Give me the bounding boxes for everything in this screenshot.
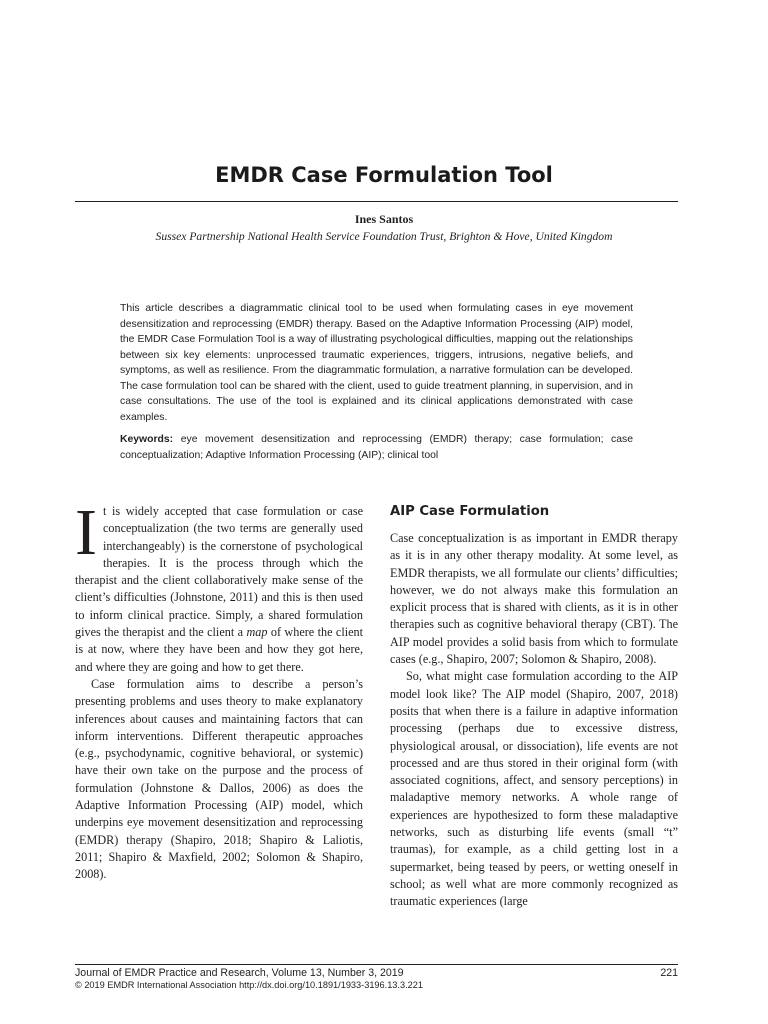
author-affiliation: Sussex Partnership National Health Service Foundation Trust, Brighton & Hove, United Kingdom (155, 230, 613, 243)
aip-paragraph-1: Case conceptualization is as important in EMDR therapy as it is in any other therapy modality. At some level, as EMDR therapists, we all formulate our clients’ difficulties; however, we do not always make this formulation an explicit process that is shared with clients, as it is in other therapies such as cognitive behavioral therapy (CBT). The AIP model provides a solid basis from which to formulate cases (e.g., Shapiro, 2007; Solomon & Shapiro, 2008). (390, 531, 678, 667)
section-heading: AIP Case Formulation (390, 504, 550, 519)
keywords-label: Keywords: (120, 434, 174, 445)
keywords (120, 432, 633, 463)
body-left-column (75, 496, 363, 884)
footer-journal: Journal of EMDR Practice and Research, Volume 13, Number 3, 2019 (75, 967, 404, 979)
body-right-column (390, 530, 678, 911)
case-formulation-paragraph: Case formulation aims to describe a person’s presenting problems and uses theory to make explanatory inferences about causes and maintaining factors that can inform interventions. Different therapeutic approaches (e.g., psychodynamic, cognitive behavioral, or systemic) have their own take on the purpose and the process of formulation (Johnstone & Dallos, 2006) as does the Adaptive Information Processing (AIP) model, which underpins eye movement desensitization and reprocessing (EMDR) therapy (Shapiro, 2018; Shapiro & Laliotis, 2011; Shapiro & Maxfield, 2002; Solomon & Shapiro, 2008). (75, 676, 363, 882)
footer-copyright: © 2019 EMDR International Association http://dx.doi.org/10.1891/1933-3196.13.3.221 (75, 980, 423, 990)
intro-emphasis: map (246, 625, 268, 640)
intro-text-b: of where the client is at now, where they have been and how they got here, and where they are going and how to get there. (75, 625, 363, 674)
aip-paragraph-2: So, what might case formulation according to the AIP model look like? The AIP model (Shapiro, 2007, 2018) posits that when there is a failure in adaptive information processing (perhaps due to excessive distress, physiological arousal, or dissociation), life events are not processed and are thus stored in their original form (with associated cognitions, affect, and sensory perceptions) in maladaptive memory networks. A whole range of experiences are hypothesized to form these maladaptive networks, such as disturbing life events (small “t” traumas), for example, as a child getting lost in a supermarket, being teased by peers, or wetting oneself in school; as well what are more commonly recognized as traumatic experiences (large (390, 669, 678, 909)
abstract: This article describes a diagrammatic clinical tool to be used when formulating cases in eye movement desensitization and reprocessing (EMDR) therapy. Based on the Adaptive Information Processing (AIP) model, the EMDR Case Formulation Tool is a way of illustrating psychological difficulties, mapping out the relationships between six key elements: unprocessed traumatic experiences, triggers, intrusions, negative beliefs, and symptoms, as well as resilience. From the diagrammatic formulation, a narrative formulation can be developed. The case formulation tool can be shared with the client, used to guide treatment planning, in supervision, and in case consultations. The use of the tool is explained and its clinical applications demonstrated with case examples. (120, 303, 633, 423)
intro-text-a: t is widely accepted that case formulation or case conceptualization (the two terms are generally used interchangeably) is the cornerstone of psychological therapies. It is the process through which the therapist and the client collaboratively make sense of the client’s difficulties (Johnstone, 2011) and this is then used to inform clinical practice. Simply, a shared formulation gives the therapist and the client a (75, 504, 363, 640)
footer-divider (75, 964, 678, 965)
article-title: EMDR Case Formulation Tool (215, 163, 553, 187)
intro-paragraph (75, 496, 363, 676)
title-divider (75, 201, 678, 202)
drop-cap: I (75, 496, 97, 569)
author-name: Ines Santos (354, 212, 414, 226)
keywords-list: eye movement desensitization and reprocessing (EMDR) therapy; case formulation; case conceptualization; Adaptive Information Processing (AIP); clinical tool (120, 434, 634, 461)
page-number: 221 (660, 967, 678, 979)
